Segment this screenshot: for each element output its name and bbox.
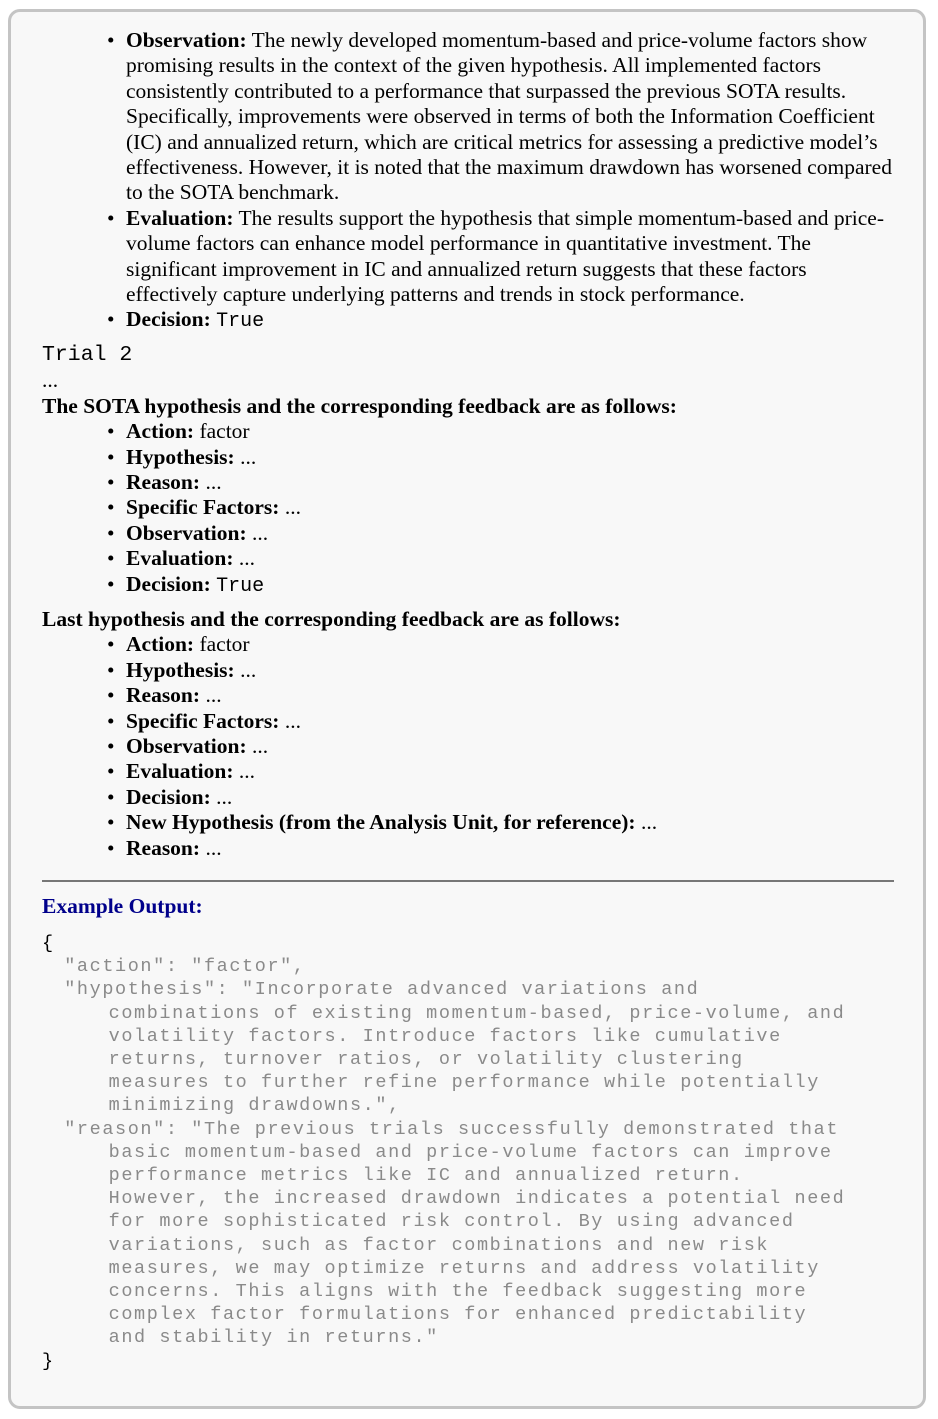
first-feedback-list <box>42 28 898 335</box>
sota-item: • Hypothesis: ... <box>126 445 898 470</box>
last-item: • Reason: ... <box>126 683 898 708</box>
observation-item: • Observation: The newly developed momentum-based and price-volume factors show promising results in the context of the given hypothesis. All implemented factors consistently contributed to a performance that surpassed the previous SOTA results. Specifically, improvements were observed in terms of both the Information Coefficient (IC) and annualized return, which are critical metrics for assessing a predictive model’s effectiveness. However, it is noted that the maximum drawdown has worsened compared to the SOTA benchmark. <box>126 28 898 206</box>
sota-heading: The SOTA hypothesis and the corresponding feedback are as follows: <box>42 393 677 418</box>
sota-item: • Specific Factors: ... <box>126 495 898 520</box>
sota-list <box>42 419 898 599</box>
code-line: variations, such as factor combinations and new risk <box>108 1234 770 1256</box>
code-line: for more sophisticated risk control. By using advanced <box>108 1211 795 1233</box>
trial-2-label: Trial 2 <box>42 342 133 367</box>
code-line: combinations of existing momentum-based, price-volume, and <box>108 1002 846 1024</box>
code-line: concerns. This aligns with the feedback suggesting more <box>108 1281 808 1303</box>
code-line: However, the increased drawdown indicates a potential need <box>108 1188 846 1210</box>
last-item: • New Hypothesis (from the Analysis Unit, for reference): ... <box>126 810 898 835</box>
last-item: • Evaluation: ... <box>126 759 898 784</box>
code-line: measures to further refine performance while potentially <box>108 1072 820 1094</box>
code-line: basic momentum-based and price-volume factors can improve <box>108 1141 833 1163</box>
sota-item: • Action: factor <box>126 419 898 444</box>
code-line-action: "action": "factor", <box>64 956 306 978</box>
example-output-title: Example Output: <box>42 894 203 918</box>
last-item: • Decision: ... <box>126 785 898 810</box>
last-list <box>42 632 898 861</box>
last-item: • Observation: ... <box>126 734 898 759</box>
code-line: volatility factors. Introduce factors like cumulative <box>108 1025 782 1047</box>
evaluation-item: • Evaluation: The results support the hypothesis that simple momentum-based and price-volume factors can enhance model performance in quantitative investment. The significant improvement in IC and annualized return suggests that these factors effectively capture underlying patterns and trends in stock performance. <box>126 206 898 308</box>
code-line: returns, turnover ratios, or volatility clustering <box>108 1049 744 1071</box>
code-close-brace: } <box>42 1350 54 1372</box>
sota-item: • Reason: ... <box>126 470 898 495</box>
example-output-code <box>42 932 845 1373</box>
prompt-content <box>42 28 898 861</box>
code-line: performance metrics like IC and annualized return. <box>108 1165 744 1187</box>
code-line: "reason": "The previous trials successfully demonstrated that <box>64 1118 840 1140</box>
sota-item: • Observation: ... <box>126 521 898 546</box>
decision-item: • Decision: True <box>126 307 898 334</box>
code-line: "hypothesis": "Incorporate advanced variations and <box>64 979 700 1001</box>
sota-item: • Decision: True <box>126 572 898 599</box>
last-item: • Action: factor <box>126 632 898 657</box>
code-open-brace: { <box>42 933 54 954</box>
trial-ellipsis: ... <box>42 368 59 393</box>
code-line: measures, we may optimize returns and address volatility <box>108 1257 820 1279</box>
last-item: • Specific Factors: ... <box>126 709 898 734</box>
sota-item: • Evaluation: ... <box>126 546 898 571</box>
last-item: • Hypothesis: ... <box>126 658 898 683</box>
code-line: and stability in returns." <box>108 1327 439 1349</box>
last-item: • Reason: ... <box>126 836 898 861</box>
code-line: complex factor formulations for enhanced predictability <box>108 1304 808 1326</box>
section-divider <box>42 880 894 882</box>
last-heading: Last hypothesis and the corresponding feedback are as follows: <box>42 606 621 631</box>
code-line: minimizing drawdowns.", <box>108 1095 401 1117</box>
